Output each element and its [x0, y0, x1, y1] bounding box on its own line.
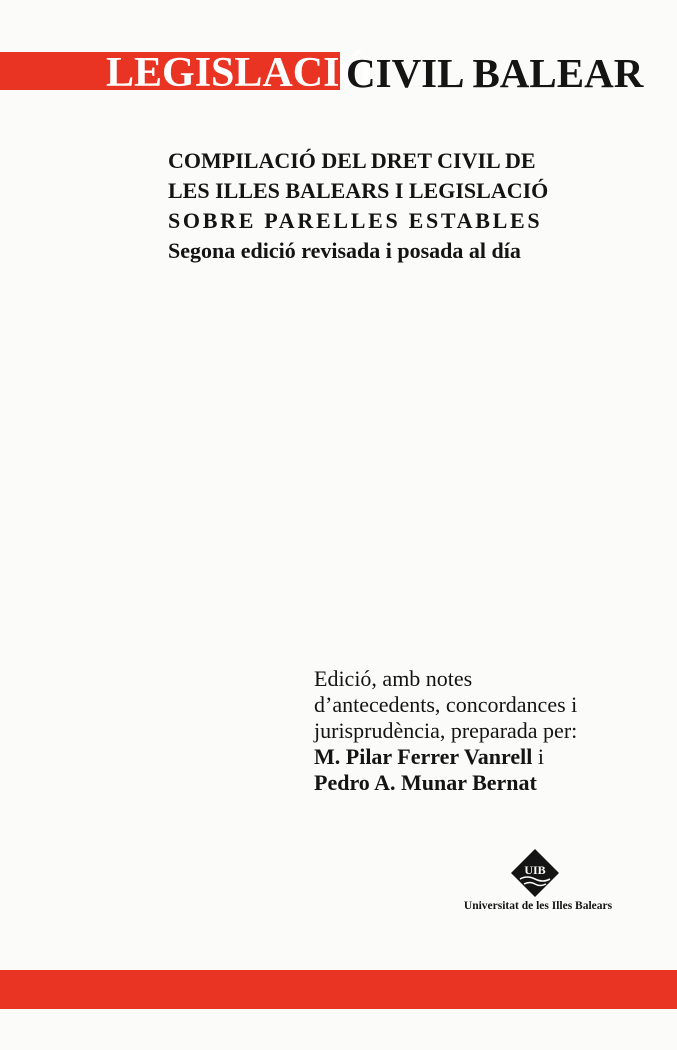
- editors-intro-line: Edició, amb notes: [314, 666, 473, 691]
- edition-note: Segona edició revisada i posada al día: [168, 238, 521, 263]
- subtitle-line: LES ILLES BALEARS I LEGISLACIÓ: [168, 178, 549, 203]
- series-title-red: LEGISLACIÓ: [106, 50, 373, 90]
- editors-intro-line: jurisprudència, preparada per:: [314, 718, 578, 743]
- editor-joiner: i: [532, 744, 544, 769]
- publisher-name: Universitat de les Illes Balears: [463, 900, 613, 912]
- series-title-black: CIVIL BALEAR: [346, 50, 644, 96]
- editor-name: Pedro A. Munar Bernat: [314, 770, 537, 795]
- editors-intro-line: d’antecedents, concordances i: [314, 692, 578, 717]
- logo-text: UIB: [524, 863, 546, 877]
- subtitle-line: SOBRE PARELLES ESTABLES: [168, 208, 543, 233]
- editors-block: [314, 666, 654, 796]
- bottom-red-band: [0, 970, 677, 1009]
- book-subtitle: [168, 146, 614, 266]
- subtitle-line: COMPILACIÓ DEL DRET CIVIL DE: [168, 148, 536, 173]
- editor-name: M. Pilar Ferrer Vanrell: [314, 744, 533, 769]
- uib-logo-icon: [510, 848, 560, 898]
